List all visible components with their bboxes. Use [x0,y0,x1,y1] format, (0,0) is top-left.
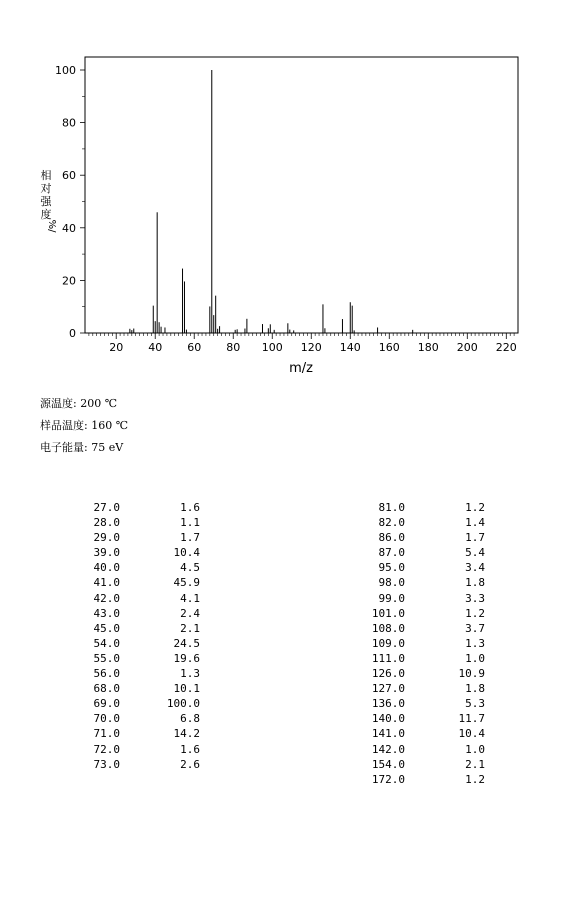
table-row [50,621,200,636]
table-row [50,651,200,666]
intensity-value: 2.4 [180,606,200,620]
table-row [50,742,200,757]
table-row [50,591,200,606]
mz-value: 41.0 [93,576,120,590]
x-axis-ticks [109,333,517,354]
mz-value: 140.0 [371,712,405,726]
mz-value: 95.0 [378,561,405,575]
intensity-value: 24.5 [173,636,200,650]
plot-frame [85,57,518,333]
table-row [50,726,200,741]
table-row [50,606,200,621]
intensity-value: 4.5 [180,561,200,575]
table-row [50,711,200,726]
table-row [335,681,485,696]
table-row [50,575,200,590]
mz-value: 40.0 [93,561,120,575]
y-label-char-4: 度 [40,208,52,221]
mz-value: 101.0 [371,606,405,620]
table-row [335,772,485,787]
peak-table-right [335,500,485,787]
intensity-value: 1.8 [465,576,485,590]
y-label-char-3: 强 [40,195,52,208]
mz-value: 55.0 [93,651,120,665]
table-row [335,636,485,651]
y-tick-label: 20 [62,274,76,288]
intensity-value: 10.1 [173,682,200,696]
y-label-char-1: 相 [40,169,52,182]
mz-value: 86.0 [378,531,405,545]
mz-value: 27.0 [93,501,120,514]
intensity-value: 1.7 [465,531,485,545]
peak-table-left [50,500,200,772]
intensity-value: 14.2 [173,727,200,741]
sample-temperature: 样品温度: 160 ℃ [40,419,128,432]
mz-value: 111.0 [371,651,405,665]
table-row [50,530,200,545]
mz-value: 87.0 [378,546,405,560]
y-tick-label: 40 [62,221,76,235]
table-row [50,666,200,681]
mz-value: 141.0 [371,727,405,741]
table-row [335,560,485,575]
intensity-value: 10.4 [173,546,200,560]
table-row [335,606,485,621]
intensity-value: 6.8 [180,712,200,726]
y-tick-label: 0 [69,327,76,340]
mz-value: 82.0 [378,516,405,530]
mz-value: 108.0 [371,621,405,635]
table-row [335,742,485,757]
table-row [50,515,200,530]
intensity-value: 2.6 [180,757,200,771]
table-row [335,500,485,515]
x-tick-label: 60 [187,341,202,354]
mz-value: 56.0 [93,667,120,681]
table-row [335,651,485,666]
spectrum-peaks [130,70,413,333]
table-row [335,591,485,606]
x-tick-label: 140 [339,341,361,354]
x-tick-label: 120 [300,341,322,354]
y-axis-ticks [55,64,85,340]
table-row [50,681,200,696]
intensity-value: 1.0 [465,651,485,665]
x-tick-label: 180 [417,341,439,354]
x-tick-label: 160 [378,341,400,354]
table-row [50,696,200,711]
mz-value: 172.0 [371,772,405,786]
intensity-value: 1.6 [180,501,200,514]
table-row [50,545,200,560]
mz-value: 68.0 [93,682,120,696]
mz-value: 126.0 [371,667,405,681]
mz-value: 98.0 [378,576,405,590]
x-tick-label: 40 [148,341,163,354]
intensity-value: 3.4 [465,561,485,575]
mz-value: 54.0 [93,636,120,650]
y-label-char-2: 对 [40,182,52,195]
x-tick-label: 220 [495,341,517,354]
intensity-value: 2.1 [465,757,485,771]
mz-value: 81.0 [378,501,405,514]
x-tick-label: 20 [109,341,124,354]
intensity-value: 5.3 [465,697,485,711]
table-row [50,500,200,515]
source-temperature: 源温度: 200 ℃ [40,397,117,410]
mz-value: 136.0 [371,697,405,711]
intensity-value: 10.4 [458,727,485,741]
intensity-value: 3.7 [465,621,485,635]
mz-value: 71.0 [93,727,120,741]
mz-value: 28.0 [93,516,120,530]
intensity-value: 10.9 [458,667,485,681]
mz-value: 99.0 [378,591,405,605]
table-row [335,515,485,530]
intensity-value: 1.6 [180,742,200,756]
intensity-value: 1.8 [465,682,485,696]
intensity-value: 1.3 [180,667,200,681]
mz-value: 69.0 [93,697,120,711]
mz-value: 73.0 [93,757,120,771]
intensity-value: 1.1 [180,516,200,530]
intensity-value: 1.4 [465,516,485,530]
mz-value: 45.0 [93,621,120,635]
mass-spectrum-chart [0,0,570,380]
intensity-value: 1.0 [465,742,485,756]
intensity-value: 1.2 [465,606,485,620]
x-axis-label: m/z [289,361,313,376]
table-row [335,530,485,545]
mz-value: 39.0 [93,546,120,560]
table-row [335,711,485,726]
y-tick-label: 100 [55,64,76,77]
intensity-value: 1.2 [465,772,485,786]
x-tick-label: 200 [456,341,478,354]
intensity-value: 2.1 [180,621,200,635]
intensity-value: 1.2 [465,501,485,514]
intensity-value: 3.3 [465,591,485,605]
table-row [50,560,200,575]
table-row [335,575,485,590]
mz-value: 142.0 [371,742,405,756]
mz-value: 154.0 [371,757,405,771]
mz-value: 70.0 [93,712,120,726]
intensity-value: 11.7 [458,712,485,726]
y-tick-label: 80 [62,116,76,130]
intensity-value: 100.0 [166,697,200,711]
table-row [335,726,485,741]
mz-value: 42.0 [93,591,120,605]
intensity-value: 4.1 [180,591,200,605]
table-row [50,636,200,651]
mz-value: 29.0 [93,531,120,545]
x-tick-label: 100 [261,341,283,354]
x-tick-label: 80 [226,341,241,354]
table-row [335,696,485,711]
table-row [335,545,485,560]
y-label-unit: %/ [46,219,57,233]
intensity-value: 45.9 [173,576,200,590]
intensity-value: 5.4 [465,546,485,560]
intensity-value: 1.3 [465,636,485,650]
table-row [50,757,200,772]
y-tick-label: 60 [62,169,76,183]
y-axis-label [41,168,58,233]
mz-value: 72.0 [93,742,120,756]
table-row [335,757,485,772]
mz-value: 43.0 [93,606,120,620]
mz-value: 109.0 [371,636,405,650]
mz-value: 127.0 [371,682,405,696]
table-row [335,666,485,681]
intensity-value: 19.6 [173,651,200,665]
intensity-value: 1.7 [180,531,200,545]
table-row [335,621,485,636]
electron-energy: 电子能量: 75 eV [40,441,124,454]
